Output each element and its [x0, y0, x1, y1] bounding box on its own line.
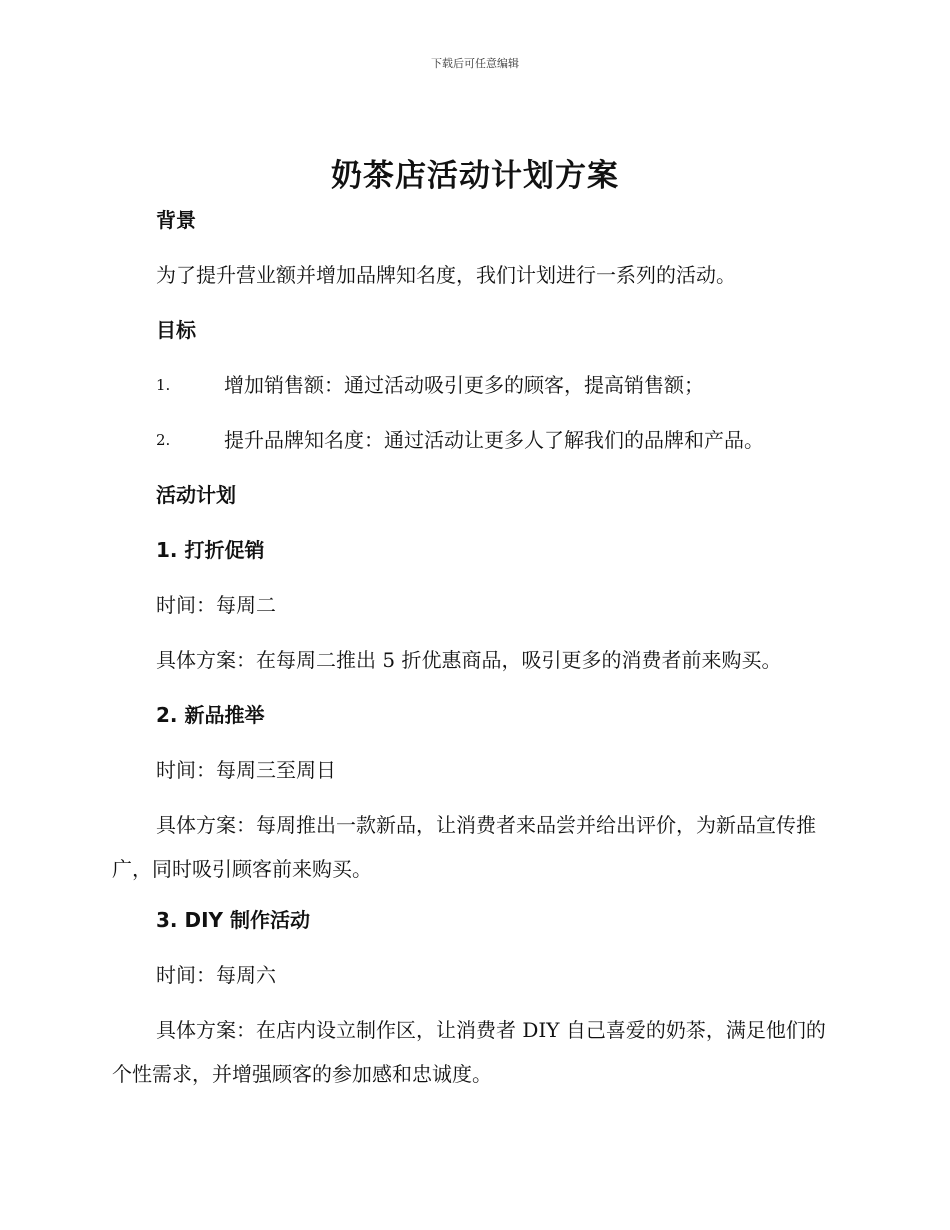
goal-number-1: 1. [156, 376, 171, 394]
goals-heading: 目标 [156, 318, 196, 342]
background-text: 为了提升营业额并增加品牌知名度，我们计划进行一系列的活动。 [156, 263, 736, 287]
activity-1-detail: 具体方案：在每周二推出 5 折优惠商品，吸引更多的消费者前来购买。 [156, 648, 782, 672]
plan-heading: 活动计划 [156, 483, 236, 507]
activity-1-time: 时间：每周二 [156, 593, 276, 617]
activity-1-heading: 1. 打折促销 [156, 538, 265, 562]
goal-number-2: 2. [156, 431, 171, 449]
activity-2-detail: 具体方案：每周推出一款新品，让消费者来品尝并给出评价，为新品宣传推广，同时吸引顾客前来购买。 [112, 813, 816, 881]
activity-3-time: 时间：每周六 [156, 963, 276, 987]
activity-3-heading: 3. DIY 制作活动 [156, 908, 310, 932]
document-title: 奶茶店活动计划方案 [331, 158, 619, 194]
goal-text-2: 提升品牌知名度：通过活动让更多人了解我们的品牌和产品。 [224, 428, 764, 452]
goal-text-1: 增加销售额：通过活动吸引更多的顾客，提高销售额； [224, 373, 704, 397]
activity-2-heading: 2. 新品推举 [156, 703, 265, 727]
activity-3-detail: 具体方案：在店内设立制作区，让消费者 DIY 自己喜爱的奶茶，满足他们的个性需求，并增强顾客的参加感和忠诚度。 [112, 1018, 826, 1086]
background-heading: 背景 [156, 208, 196, 232]
header-note: 下载后可任意编辑 [431, 57, 519, 70]
activity-2-time: 时间：每周三至周日 [156, 758, 336, 782]
